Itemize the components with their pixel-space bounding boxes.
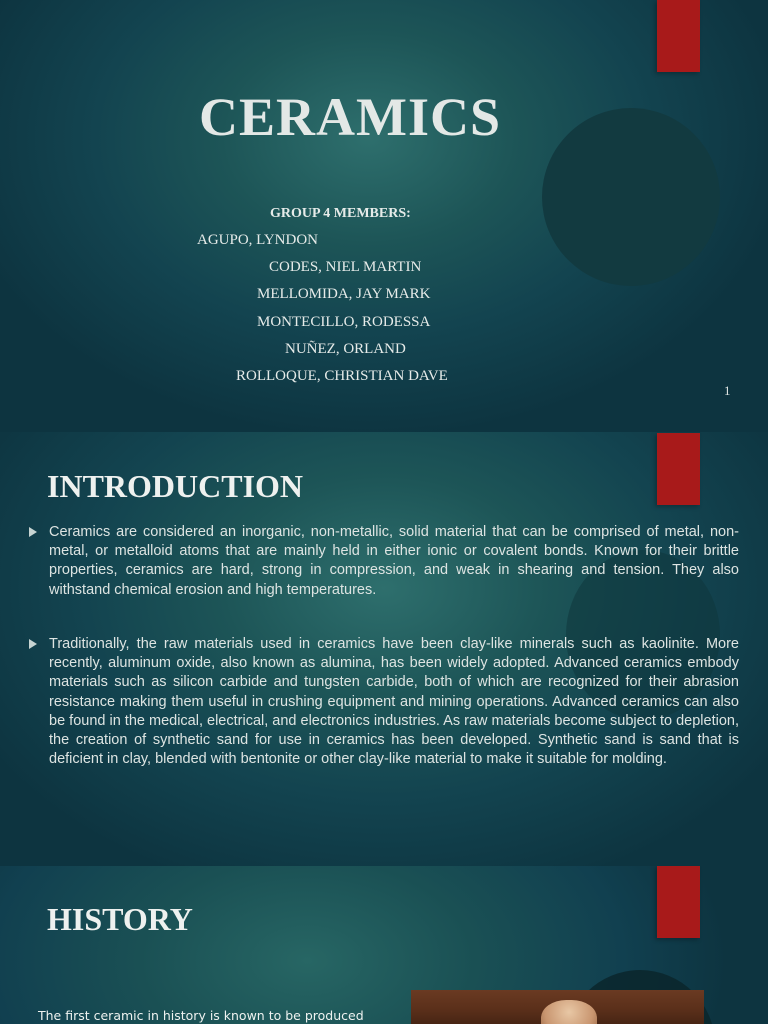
bullet-arrow-icon bbox=[29, 527, 37, 537]
section-title: HISTORY bbox=[47, 901, 193, 937]
section-title: INTRODUCTION bbox=[47, 468, 304, 504]
introduction-slide bbox=[0, 432, 768, 866]
bullet-text: Traditionally, the raw materials used in ceramics have been clay-like minerals such as kaolinite. More recently, aluminum oxide, also known as alumina, has been widely adopted. Advanced ceramics embody materials such as silicon carbide and tungsten carbide, both of which are recognized for their abrasion resistance making them useful in crushing equipment and mining operations. Advanced ceramics can also be found in the medical, electrical, and electronics industries. As raw materials become subject to depletion, the creation of synthetic sand for use in ceramics has been developed. Synthetic sand is sand that is deficient in clay, blended with bentonite or other clay-like material to make it suitable for molding. bbox=[49, 636, 739, 768]
member-name: MONTECILLO, RODESSA bbox=[257, 314, 431, 330]
slide-title: CERAMICS bbox=[198, 87, 502, 147]
bullet-paragraph bbox=[29, 635, 739, 769]
red-accent-tab bbox=[657, 866, 700, 938]
bullet-text: Ceramics are considered an inorganic, non-metallic, solid material that can be comprised of metal, non-metal, or metalloid atoms that are mainly held in either ionic or covalent bonds. Known for their brittle properties, ceramics are hard, strong in compression, and weak in shearing and tension. They also withstand chemical erosion and high temperatures. bbox=[49, 524, 739, 598]
member-name: ROLLOQUE, CHRISTIAN DAVE bbox=[236, 368, 448, 384]
member-name: NUÑEZ, ORLAND bbox=[285, 341, 406, 357]
member-name: AGUPO, LYNDON bbox=[197, 232, 318, 248]
title-slide bbox=[0, 0, 768, 432]
member-name: CODES, NIEL MARTIN bbox=[269, 259, 422, 275]
members-heading: GROUP 4 MEMBERS: bbox=[270, 206, 411, 221]
member-name: MELLOMIDA, JAY MARK bbox=[257, 286, 431, 302]
page-number: 1 bbox=[724, 383, 731, 398]
history-text: The first ceramic in history is known to be produced bbox=[38, 1008, 364, 1023]
pottery-photo bbox=[411, 990, 704, 1024]
bullet-paragraph bbox=[29, 523, 739, 600]
pot-image bbox=[541, 1000, 597, 1024]
history-slide bbox=[0, 866, 768, 1024]
red-accent-tab bbox=[657, 433, 700, 505]
red-accent-tab bbox=[657, 0, 700, 72]
bullet-arrow-icon bbox=[29, 639, 37, 649]
